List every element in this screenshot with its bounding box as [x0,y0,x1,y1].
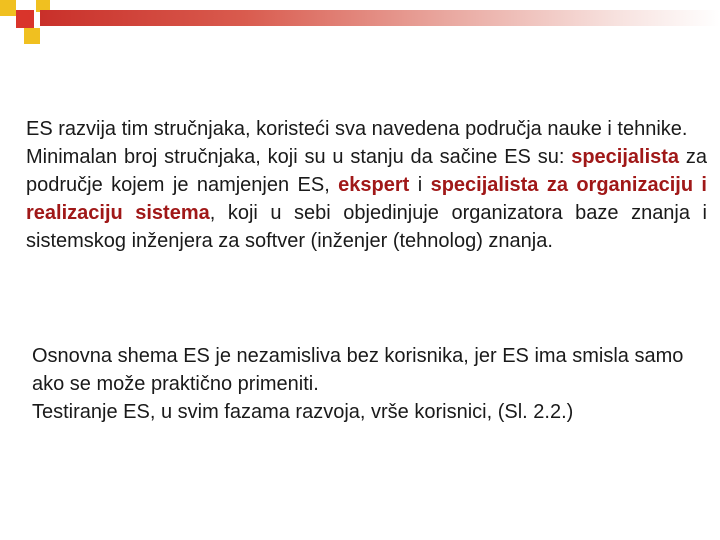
header-gradient-bar [40,10,720,26]
highlight-system-specialist: specijalista za organizaciju i realizaciju sistema [26,174,707,224]
text-block-users [32,342,696,426]
paragraph-testing: Testiranje ES, u svim fazama razvoja, vrše korisnici, (Sl. 2.2.) [32,401,574,423]
highlight-expert: ekspert [338,174,410,196]
paragraph-team-intro: ES razvija tim stručnjaka, koristeći sva navedena područja nauke i tehnike. [26,118,688,140]
text-block-team [26,115,707,255]
text-segment: , koji u sebi objedinjuje organizatora baze znanja i sistemskog inženjera za softver (inženjer (tehnolog) znanja. [26,202,707,252]
yellow-square [24,28,40,44]
text-segment: za područje kojem je namjenjen ES, [26,146,707,196]
text-segment: i [409,174,431,196]
yellow-square [0,0,16,16]
text-segment: Minimalan broj stručnjaka, koji su u stanju da sačine ES su: [26,146,572,168]
highlight-specialist: specijalista [571,146,680,168]
red-square [16,10,34,28]
paragraph-team-members [26,143,707,255]
paragraph-users: Osnovna shema ES je nezamisliva bez korisnika, jer ES ima smisla samo ako se može praktično primeniti. [32,345,684,395]
